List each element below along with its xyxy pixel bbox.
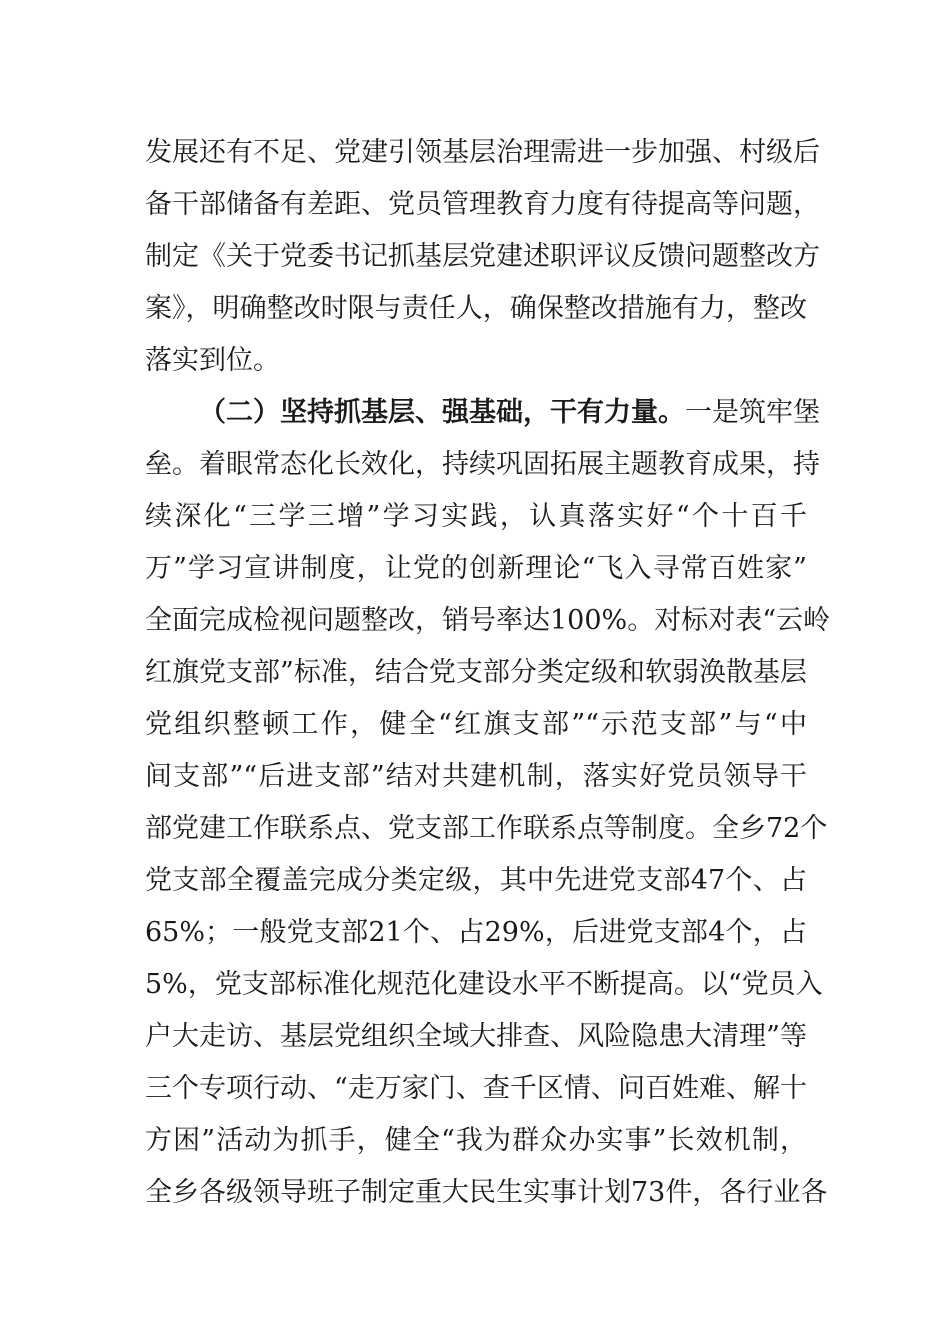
paragraph-line: 备干部储备有差距、党员管理教育力度有待提高等问题， xyxy=(145,189,820,220)
paragraph-line: 全乡各级领导班子制定重大民生实事计划73件，各行业各 xyxy=(145,1177,828,1208)
section-heading: （二）坚持抓基层、强基础，干有力量。 xyxy=(199,397,685,428)
paragraph-line: 方困”活动为抓手，健全“我为群众办实事”长效机制， xyxy=(145,1125,807,1156)
section-heading-line xyxy=(199,387,820,439)
paragraph-line: 5%，党支部标准化规范化建设水平不断提高。以“党员入 xyxy=(145,969,823,1000)
paragraph-line: 落实到位。 xyxy=(145,345,280,376)
paragraph-text: 一是筑牢堡 xyxy=(685,397,820,428)
paragraph-line: 续深化“三学三增”学习实践，认真落实好“个十百千 xyxy=(145,501,807,532)
paragraph-line: 制定《关于党委书记抓基层党建述职评议反馈问题整改方 xyxy=(145,241,820,272)
paragraph-line: 65%；一般党支部21个、占29%，后进党支部4个，占 xyxy=(145,917,807,948)
paragraph-line: 案》，明确整改时限与责任人，确保整改措施有力，整改 xyxy=(145,293,807,324)
paragraph-line: 三个专项行动、“走万家门、查千区情、问百姓难、解十 xyxy=(145,1073,807,1104)
paragraph-line: 党组织整顿工作，健全“红旗支部”“示范支部”与“中 xyxy=(145,709,807,740)
paragraph-line: 发展还有不足、党建引领基层治理需进一步加强、村级后 xyxy=(145,137,820,168)
paragraph-line: 党支部全覆盖完成分类定级，其中先进党支部47个、占 xyxy=(145,865,807,896)
paragraph-line: 部党建工作联系点、党支部工作联系点等制度。全乡72个 xyxy=(145,813,828,844)
paragraph-line: 全面完成检视问题整改，销号率达100%。对标对表“云岭 xyxy=(145,605,830,636)
paragraph-line: 垒。着眼常态化长效化，持续巩固拓展主题教育成果，持 xyxy=(145,449,820,480)
paragraph-line: 万”学习宣讲制度，让党的创新理论“飞入寻常百姓家” xyxy=(145,553,807,584)
paragraph-line: 户大走访、基层党组织全域大排查、风险隐患大清理”等 xyxy=(145,1021,807,1052)
paragraph-line: 间支部”“后进支部”结对共建机制，落实好党员领导干 xyxy=(145,761,807,792)
paragraph-line: 红旗党支部”标准，结合党支部分类定级和软弱涣散基层 xyxy=(145,657,807,688)
